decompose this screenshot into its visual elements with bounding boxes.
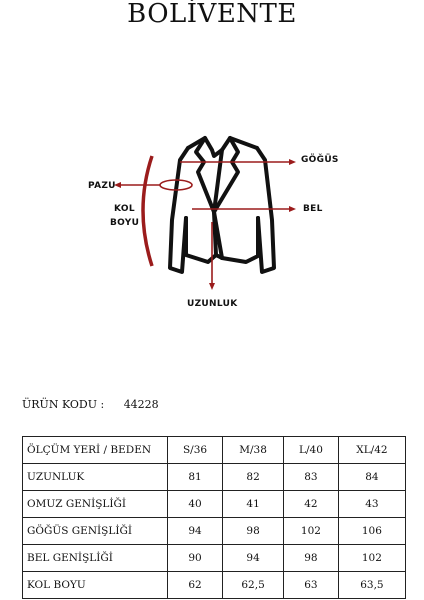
table-row: [23, 491, 406, 518]
table-cell: 63: [284, 572, 339, 599]
product-code-label: ÜRÜN KODU :: [22, 398, 105, 411]
table-cell: 98: [223, 518, 284, 545]
table-cell: 81: [168, 464, 223, 491]
size-table-header-row: [23, 437, 406, 464]
header-size-s: S/36: [168, 437, 223, 464]
row-label: OMUZ GENİŞLİĞİ: [23, 491, 168, 518]
size-table: [22, 436, 406, 599]
table-cell: 82: [223, 464, 284, 491]
row-label: GÖĞÜS GENİŞLİĞİ: [23, 518, 168, 545]
table-cell: 102: [284, 518, 339, 545]
label-kol-boyu-line1: KOL: [114, 204, 135, 214]
row-label: UZUNLUK: [23, 464, 168, 491]
product-code-value: 44228: [123, 398, 159, 411]
table-row: [23, 572, 406, 599]
table-cell: 41: [223, 491, 284, 518]
table-cell: 43: [338, 491, 405, 518]
table-cell: 94: [223, 545, 284, 572]
label-gogus: GÖĞÜS: [301, 155, 339, 165]
label-uzunluk: UZUNLUK: [187, 299, 238, 309]
table-cell: 84: [338, 464, 405, 491]
brand-logo: BOLİVENTE: [127, 0, 297, 29]
table-cell: 83: [284, 464, 339, 491]
header-size-l: L/40: [284, 437, 339, 464]
table-cell: 62,5: [223, 572, 284, 599]
table-cell: 90: [168, 545, 223, 572]
row-label: KOL BOYU: [23, 572, 168, 599]
label-pazu: PAZU: [88, 181, 116, 191]
product-code-line: [22, 398, 159, 411]
table-cell: 40: [168, 491, 223, 518]
label-kol-boyu-line2: BOYU: [110, 218, 140, 228]
table-cell: 62: [168, 572, 223, 599]
jacket-illustration: [0, 110, 424, 320]
table-cell: 42: [284, 491, 339, 518]
table-row: [23, 464, 406, 491]
header-size-m: M/38: [223, 437, 284, 464]
header-size-xl: XL/42: [338, 437, 405, 464]
row-label: BEL GENİŞLİĞİ: [23, 545, 168, 572]
table-row: [23, 545, 406, 572]
measurement-diagram: [0, 110, 424, 320]
table-cell: 102: [338, 545, 405, 572]
table-cell: 106: [338, 518, 405, 545]
table-row: [23, 518, 406, 545]
header-measurement: ÖLÇÜM YERİ / BEDEN: [23, 437, 168, 464]
table-cell: 98: [284, 545, 339, 572]
table-cell: 63,5: [338, 572, 405, 599]
table-cell: 94: [168, 518, 223, 545]
label-bel: BEL: [303, 204, 323, 214]
